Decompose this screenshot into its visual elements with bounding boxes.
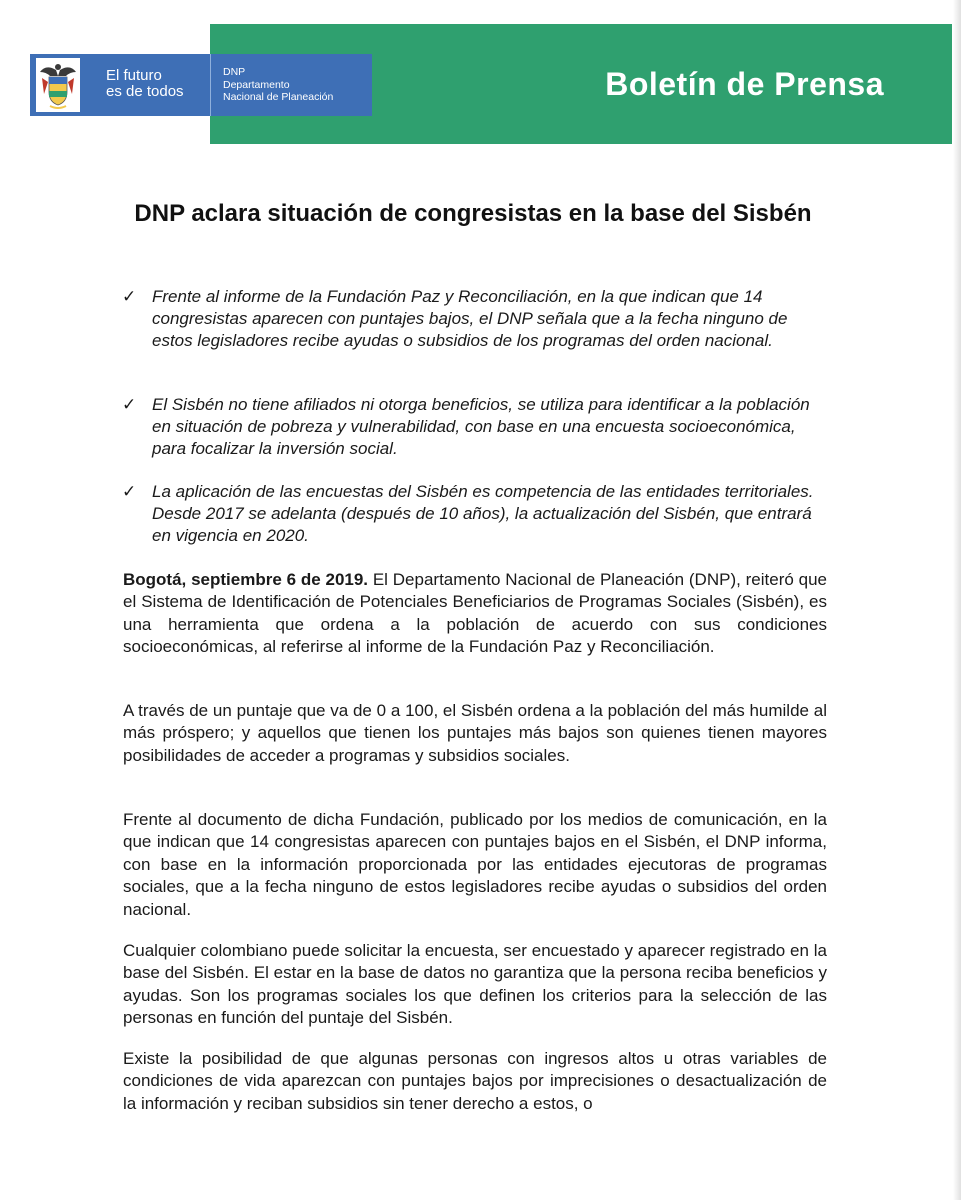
- bullet-text: El Sisbén no tiene afiliados ni otorga beneficios, se utiliza para identificar a la población en situación de pobreza y vulnerabilidad, con base en una encuesta socioeconómica, para focalizar la inversión social.: [152, 395, 810, 458]
- government-logo-block: [30, 54, 210, 116]
- document-title: DNP aclara situación de congresistas en la base del Sisbén: [134, 200, 812, 227]
- paragraph-text: A través de un puntaje que va de 0 a 100, el Sisbén ordena a la población del más humilde al más próspero; y aquellos que tienen los puntajes más bajos son quienes tienen mayores posibilidades de acceder a programas y subsidios sociales.: [123, 701, 827, 765]
- body-paragraph: [123, 569, 827, 659]
- page-edge-shadow: [953, 0, 961, 1200]
- slogan-text: El futuro es de todos: [106, 67, 184, 100]
- dnp-name: DNP Departamento Nacional de Planeación: [223, 66, 334, 103]
- coat-of-arms-icon: [36, 58, 80, 112]
- body-paragraph: [123, 809, 827, 921]
- dateline: Bogotá, septiembre 6 de 2019.: [123, 570, 369, 589]
- check-icon: ✓: [122, 395, 137, 414]
- bullet-text: La aplicación de las encuestas del Sisbén es competencia de las entidades territoriales. Desde 2017 se adelanta (después de 10 años), la actualización del Sisbén, que entrará en vigencia en 2020.: [152, 482, 814, 545]
- banner-title: Boletín de Prensa: [605, 66, 884, 102]
- check-icon: ✓: [122, 482, 137, 501]
- body-paragraph: [123, 700, 827, 767]
- paragraph-text: Frente al documento de dicha Fundación, publicado por los medios de comunicación, en la que indican que 14 congresistas aparecen con puntajes bajos en el Sisbén, el DNP informa, con base en la información proporcionada por las entidades ejecutoras de programas sociales, que a la fecha ninguno de estos legisladores recibe ayudas o subsidios del orden nacional.: [123, 810, 827, 919]
- body-paragraph: [123, 1048, 827, 1115]
- paragraph-text: Cualquier colombiano puede solicitar la encuesta, ser encuestado y aparecer registrado en la base del Sisbén. El estar en la base de datos no garantiza que la persona reciba beneficios y ayudas. Son los programas sociales los que definen los criterios para la selección de las personas en función del puntaje del Sisbén.: [123, 941, 827, 1028]
- bullet-text: Frente al informe de la Fundación Paz y Reconciliación, en la que indican que 14 congresistas aparecen con puntajes bajos, el DNP señala que a la fecha ninguno de estos legisladores recibe ayudas o subsidios de los programas del orden nacional.: [152, 287, 788, 350]
- paragraph-text: El Departamento Nacional de Planeación (DNP), reiteró que el Sistema de Identificación de Potenciales Beneficiarios de Programas Sociales (Sisbén), es una herramienta que ordena a la población de acuerdo con sus condiciones socioeconómicas, al referirse al informe de la Fundación Paz y Reconciliación.: [123, 570, 827, 657]
- paragraph-text: Existe la posibilidad de que algunas personas con ingresos altos u otras variables de condiciones de vida aparezcan con puntajes bajos por imprecisiones o desactualización de la información y reciban subsidios sin tener derecho a estos, o: [123, 1049, 827, 1113]
- dnp-logo-block: [210, 54, 372, 116]
- body-paragraph: [123, 940, 827, 1030]
- check-icon: ✓: [122, 287, 137, 306]
